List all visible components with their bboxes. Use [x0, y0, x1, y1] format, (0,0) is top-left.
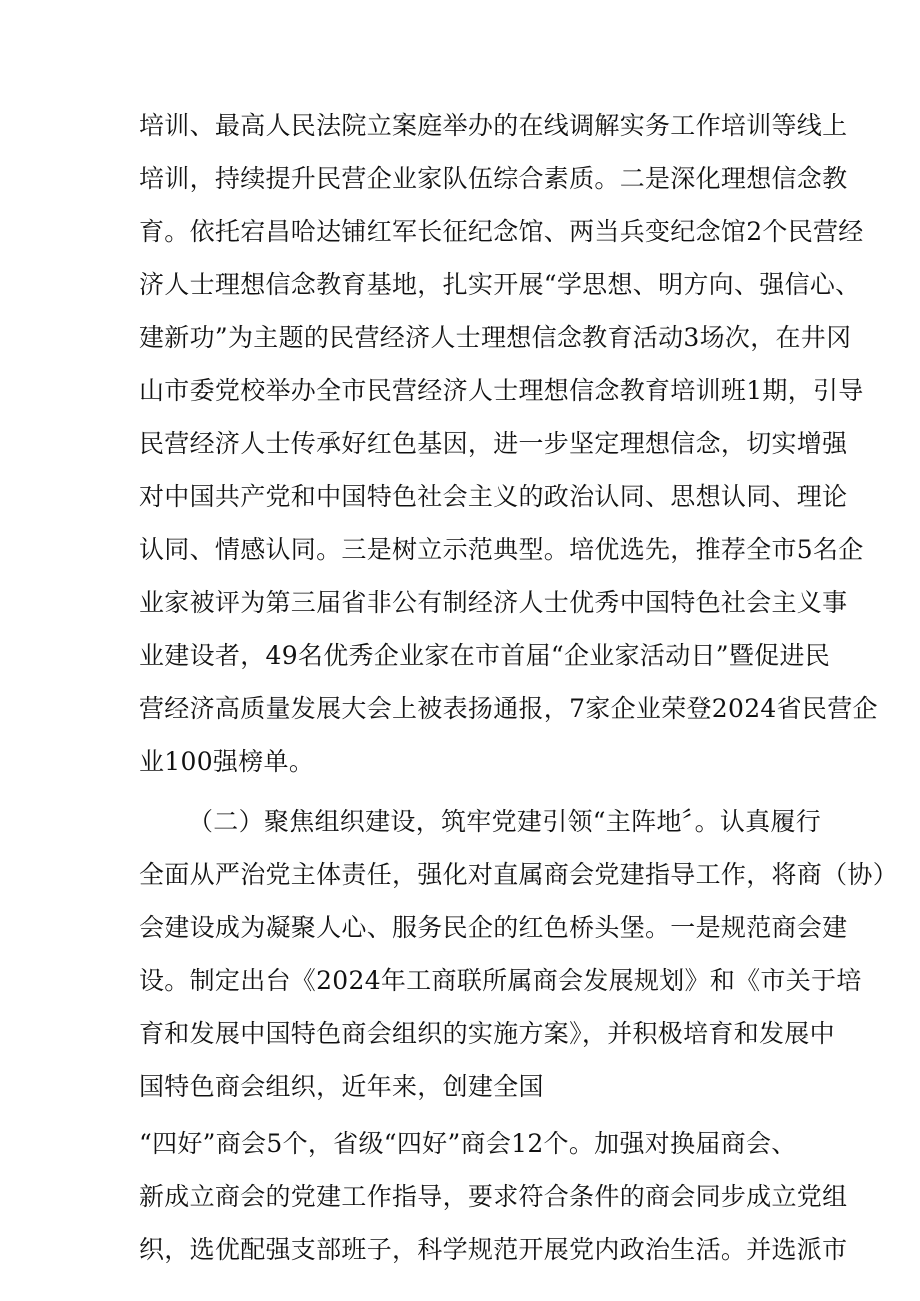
text-line-3: 育。依托宕昌哈达铺红军长征纪念馆、两当兵变纪念馆2个民营经	[139, 217, 864, 246]
text-line-16: 会建设成为凝聚人心、服务民企的红色桥头堡。一是规范商会建	[139, 913, 848, 942]
text-line-5: 建新功”为主题的民营经济人士理想信念教育活动3场次，在井冈	[139, 323, 852, 352]
text-line-8: 对中国共产党和中国特色社会主义的政治认同、思想认同、理论	[139, 482, 848, 511]
text-line-7: 民营经济人士传承好红色基因，进一步坚定理想信念，切实增强	[139, 429, 848, 458]
text-line-1: 培训、最高人民法院立案庭举办的在线调解实务工作培训等线上	[139, 111, 848, 140]
text-line-15: 全面从严治党主体责任，强化对直属商会党建指导工作，将商（协）	[139, 860, 899, 889]
text-line-6: 山市委党校举办全市民营经济人士理想信念教育培训班1期，引导	[139, 376, 864, 405]
text-line-19: 国特色商会组织，近年来，创建全国	[139, 1072, 544, 1101]
text-line-17: 设。制定出台《2024年工商联所属商会发展规划》和《市关于培	[139, 966, 862, 995]
text-line-13: 业100强榜单。	[139, 747, 315, 776]
text-line-2: 培训，持续提升民营企业家队伍综合素质。二是深化理想信念教	[139, 164, 848, 193]
text-line-4: 济人士理想信念教育基地，扎实开展“学思想、明方向、强信心、	[139, 270, 861, 299]
text-line-20: “四好”商会5个，省级“四好”商会12个。加强对换届商会、	[139, 1129, 797, 1158]
text-line-18: 育和发展中国特色商会组织的实施方案》，并积极培育和发展中	[139, 1019, 835, 1048]
text-line-22: 织，选优配强支部班子，科学规范开展党内政治生活。并选派市	[139, 1235, 848, 1264]
text-line-9: 认同、情感认同。三是树立示范典型。培优选先，推荐全市5名企	[139, 535, 864, 564]
text-line-10: 业家被评为第三届省非公有制经济人士优秀中国特色社会主义事	[139, 588, 848, 617]
text-line-11: 业建设者，49名优秀企业家在市首届“企业家活动日”暨促进民	[139, 641, 831, 670]
text-line-12: 营经济高质量发展大会上被表扬通报，7家企业荣登2024省民营企	[139, 694, 878, 723]
text-line-21: 新成立商会的党建工作指导，要求符合条件的商会同步成立党组	[139, 1182, 848, 1211]
section-heading-line: （二）聚焦组织建设，筑牢党建引领“主阵地〞。认真履行	[188, 807, 822, 836]
